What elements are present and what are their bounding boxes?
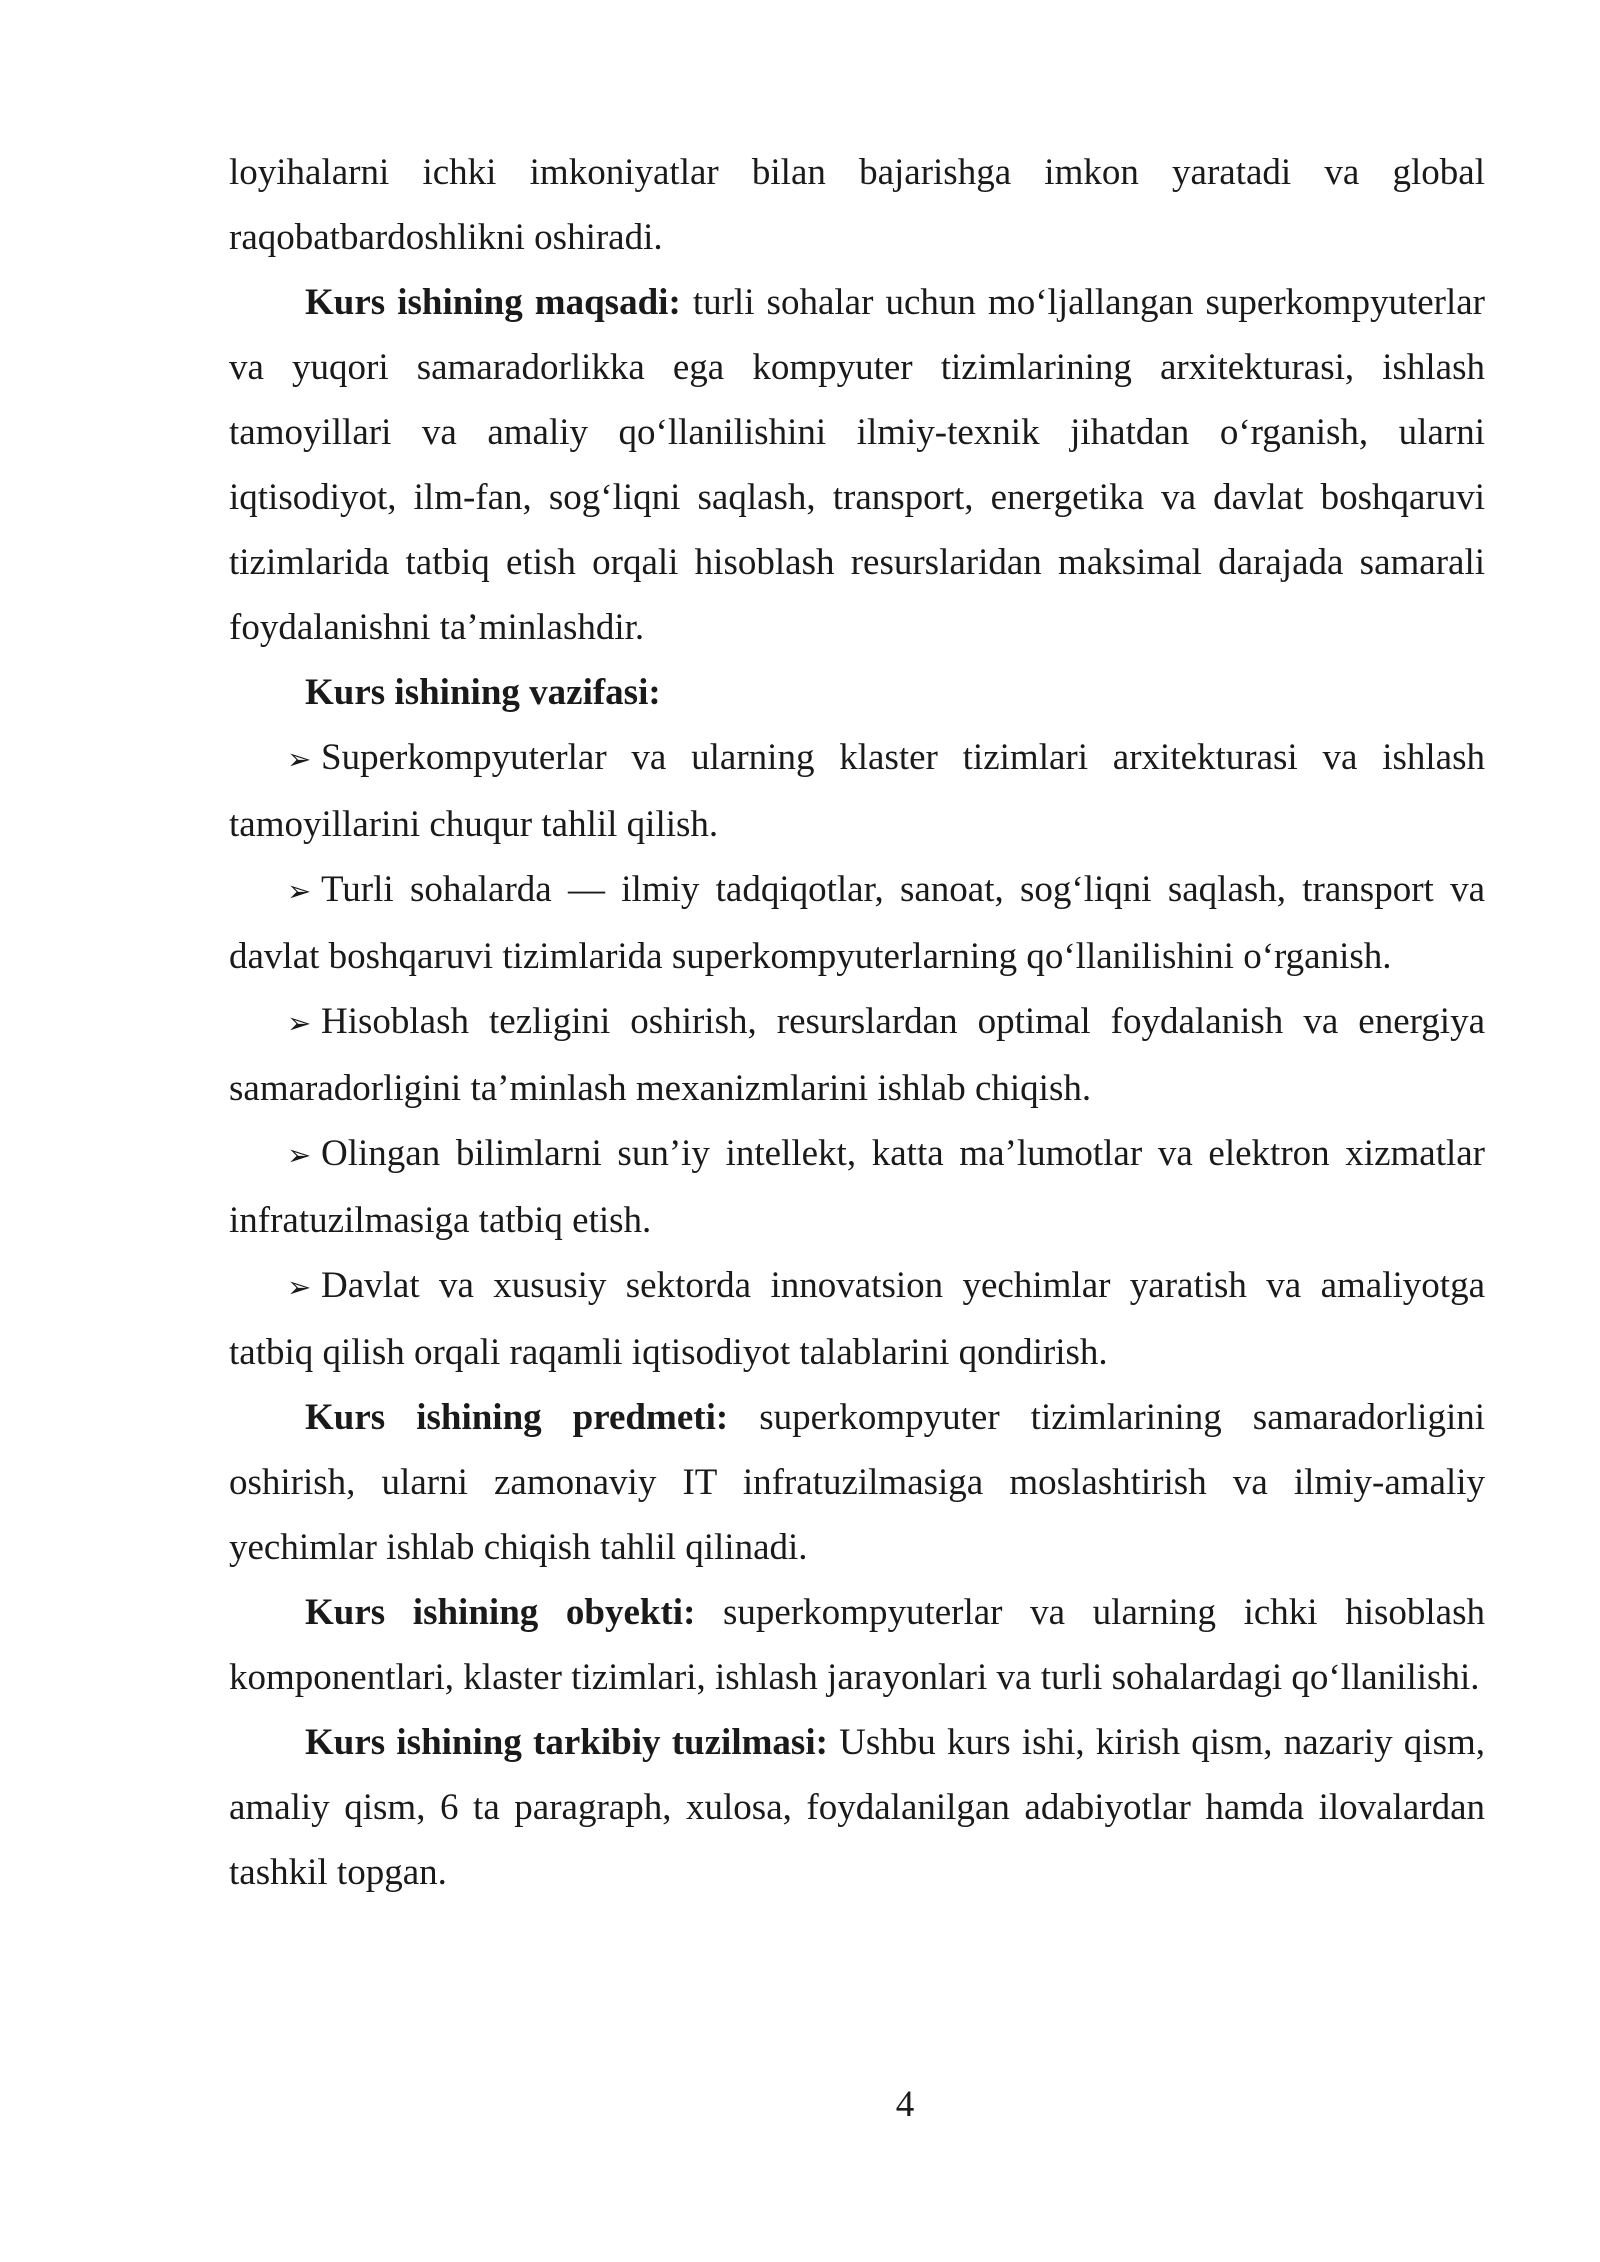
tarkib-paragraph	[229, 1710, 1485, 1905]
vazifa-list-item	[229, 725, 1485, 857]
vazifa-item-text: Hisoblash tezligini oshirish, resurslardan optimal foydalanish va energiya samaradorligini ta’minlash mexanizmlarini ishlab chiqish.	[229, 1001, 1485, 1109]
obyekt-paragraph	[229, 1580, 1485, 1710]
predmet-label: Kurs ishining predmeti:	[305, 1397, 729, 1438]
predmet-paragraph	[229, 1385, 1485, 1580]
vazifa-label: Kurs ishining vazifasi:	[305, 672, 661, 713]
arrow-bullet-icon: ➢	[287, 1270, 312, 1304]
document-page-body	[229, 140, 1485, 1905]
intro-continuation-text: loyihalarni ichki imkoniyatlar bilan bajarishga imkon yaratadi va global raqobatbardoshlikni oshiradi.	[229, 152, 1485, 258]
arrow-bullet-icon: ➢	[287, 1138, 312, 1172]
intro-continuation-paragraph	[229, 140, 1485, 270]
tarkib-text: Ushbu kurs ishi, kirish qism, nazariy qism, amaliy qism, 6 ta paragraph, xulosa, foydalanilgan adabiyotlar hamda ilovalardan tashkil topgan.	[229, 1722, 1485, 1893]
arrow-bullet-icon: ➢	[287, 874, 312, 908]
maqsad-paragraph	[229, 270, 1485, 660]
maqsad-text: turli sohalar uchun mo‘ljallangan superkompyuterlar va yuqori samaradorlikka ega kompyuter tizimlarining arxitekturasi, ishlash tamoyillari va amaliy qo‘llanilishini ilmiy-texnik jihatdan o‘rganish, ularni iqtisodiyot, ilm-fan, sog‘liqni saqlash, transport, energetika va davlat boshqaruvi tizimlarida tatbiq etish orqali hisoblash resurslaridan maksimal darajada samarali foydalanishni ta’minlashdir.	[229, 282, 1485, 648]
obyekt-label: Kurs ishining obyekti:	[305, 1592, 696, 1633]
vazifa-heading-paragraph	[229, 660, 1485, 725]
obyekt-text: superkompyuterlar va ularning ichki hisoblash komponentlari, klaster tizimlari, ishlash jarayonlari va turli sohalardagi qo‘llanilishi.	[229, 1592, 1485, 1698]
vazifa-item-text: Superkompyuterlar va ularning klaster tizimlari arxitekturasi va ishlash tamoyillarini chuqur tahlil qilish.	[229, 737, 1485, 845]
vazifa-list-item	[229, 1121, 1485, 1253]
vazifa-item-text: Olingan bilimlarni sun’iy intellekt, katta ma’lumotlar va elektron xizmatlar infratuzilmasiga tatbiq etish.	[229, 1133, 1485, 1241]
page-number: 4	[895, 2084, 915, 2125]
predmet-text: superkompyuter tizimlarining samaradorligini oshirish, ularni zamonaviy IT infratuzilmasiga moslashtirish va ilmiy-amaliy yechimlar ishlab chiqish tahlil qilinadi.	[229, 1397, 1486, 1568]
arrow-bullet-icon: ➢	[287, 1006, 312, 1040]
vazifa-item-text: Davlat va xususiy sektorda innovatsion yechimlar yaratish va amaliyotga tatbiq qilish orqali raqamli iqtisodiyot talablarini qondirish.	[229, 1265, 1485, 1373]
vazifa-list-item	[229, 1253, 1485, 1385]
vazifa-item-text: Turli sohalarda — ilmiy tadqiqotlar, sanoat, sog‘liqni saqlash, transport va davlat boshqaruvi tizimlarida superkompyuterlarning qo‘llanilishini o‘rganish.	[229, 869, 1485, 977]
arrow-bullet-icon: ➢	[287, 742, 312, 776]
tarkib-label: Kurs ishining tarkibiy tuzilmasi:	[305, 1722, 828, 1763]
maqsad-label: Kurs ishining maqsadi:	[305, 282, 681, 323]
vazifa-list-item	[229, 857, 1485, 989]
vazifa-list-item	[229, 989, 1485, 1121]
